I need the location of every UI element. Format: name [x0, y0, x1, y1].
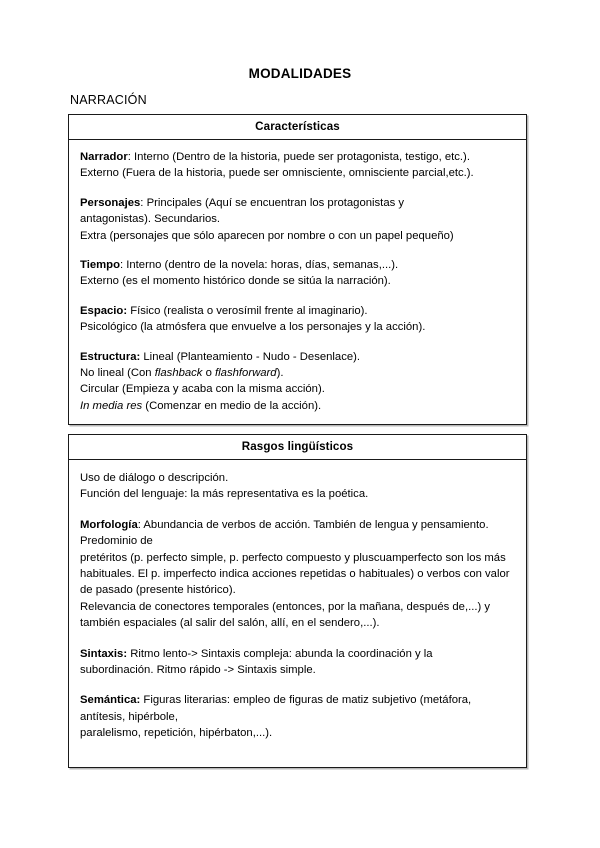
block-line: de pasado (presente histórico).	[80, 584, 236, 597]
content-block	[80, 349, 516, 415]
block-term: Sintaxis:	[80, 647, 128, 660]
content-block	[80, 646, 516, 679]
block-line: Uso de diálogo o descripción.	[80, 472, 229, 484]
table-caracteristicas	[68, 114, 527, 425]
block-line: Extra (personajes que sólo aparecen por nombre o con un papel pequeño)	[80, 229, 454, 242]
block-term: Morfología	[80, 518, 138, 531]
block-line: Externo (es el momento histórico donde se sitúa la narración).	[80, 275, 391, 288]
block-line: pretéritos (p. perfecto simple, p. perfecto compuesto y pluscuamperfecto son los más	[80, 551, 506, 564]
content-block	[80, 195, 516, 244]
block-line: In media res (Comenzar en medio de la acción).	[80, 399, 322, 412]
block-first-line: Estructura: Lineal (Planteamiento - Nudo - Desenlace).	[80, 350, 361, 363]
block-first-line: Espacio: Físico (realista o verosímil frente al imaginario).	[80, 304, 368, 317]
block-line: Función del lenguaje: la más representativa es la poética.	[80, 488, 369, 501]
block-line: subordinación. Ritmo rápido -> Sintaxis simple.	[80, 664, 316, 677]
table-rasgos-linguisticos	[68, 434, 527, 768]
block-term: Estructura:	[80, 350, 141, 363]
block-line: No lineal (Con flashback o flashforward).	[80, 367, 284, 380]
content-block	[80, 257, 516, 290]
block-line: Relevancia de conectores temporales (entonces, por la mañana, después de,...) y	[80, 600, 491, 613]
block-first-line: Morfología: Abundancia de verbos de acción. También de lengua y pensamiento. Predominio de	[80, 518, 489, 548]
block-line: Psicológico (la atmósfera que envuelve a los personajes y la acción).	[80, 321, 426, 334]
content-block	[80, 149, 516, 182]
page-title: MODALIDADES	[248, 66, 352, 81]
block-term: Tiempo	[80, 259, 120, 272]
table-body-caracteristicas	[69, 140, 526, 424]
block-line: también espaciales (al salir del salón, allí, en el sendero,...).	[80, 617, 380, 630]
block-line: habituales. El p. imperfecto indica acciones repetidas o habituales) o verbos con valor	[80, 568, 510, 581]
block-first-line: Sintaxis: Ritmo lento-> Sintaxis compleja: abunda la coordinación y la	[80, 647, 433, 660]
section-label-narracion: NARRACIÓN	[70, 93, 147, 107]
block-line: antagonistas). Secundarios.	[80, 213, 221, 226]
block-first-line: Narrador: Interno (Dentro de la historia, puede ser protagonista, testigo, etc.).	[80, 151, 470, 163]
table-body-rasgos	[69, 460, 526, 767]
block-line: Externo (Fuera de la historia, puede ser omnisciente, omnisciente parcial,etc.).	[80, 167, 474, 180]
table-header-caracteristicas: Características	[69, 115, 526, 140]
block-first-line: Personajes: Principales (Aquí se encuentran los protagonistas y	[80, 196, 405, 209]
block-line: Circular (Empieza y acaba con la misma acción).	[80, 383, 325, 396]
block-line: paralelismo, repetición, hipérbaton,...).	[80, 727, 273, 740]
content-block	[80, 470, 516, 503]
content-block	[80, 692, 516, 741]
block-term: Espacio:	[80, 304, 128, 317]
content-block	[80, 517, 516, 632]
content-block	[80, 303, 516, 336]
block-term: Personajes	[80, 196, 141, 209]
block-first-line: Tiempo: Interno (dentro de la novela: horas, días, semanas,...).	[80, 259, 399, 272]
block-first-line: Semántica: Figuras literarias: empleo de figuras de matiz subjetivo (metáfora, antítesis, hipérbole,	[80, 694, 472, 723]
block-term: Narrador	[80, 151, 128, 163]
block-term: Semántica:	[80, 694, 141, 707]
table-header-rasgos: Rasgos lingüísticos	[69, 435, 526, 460]
